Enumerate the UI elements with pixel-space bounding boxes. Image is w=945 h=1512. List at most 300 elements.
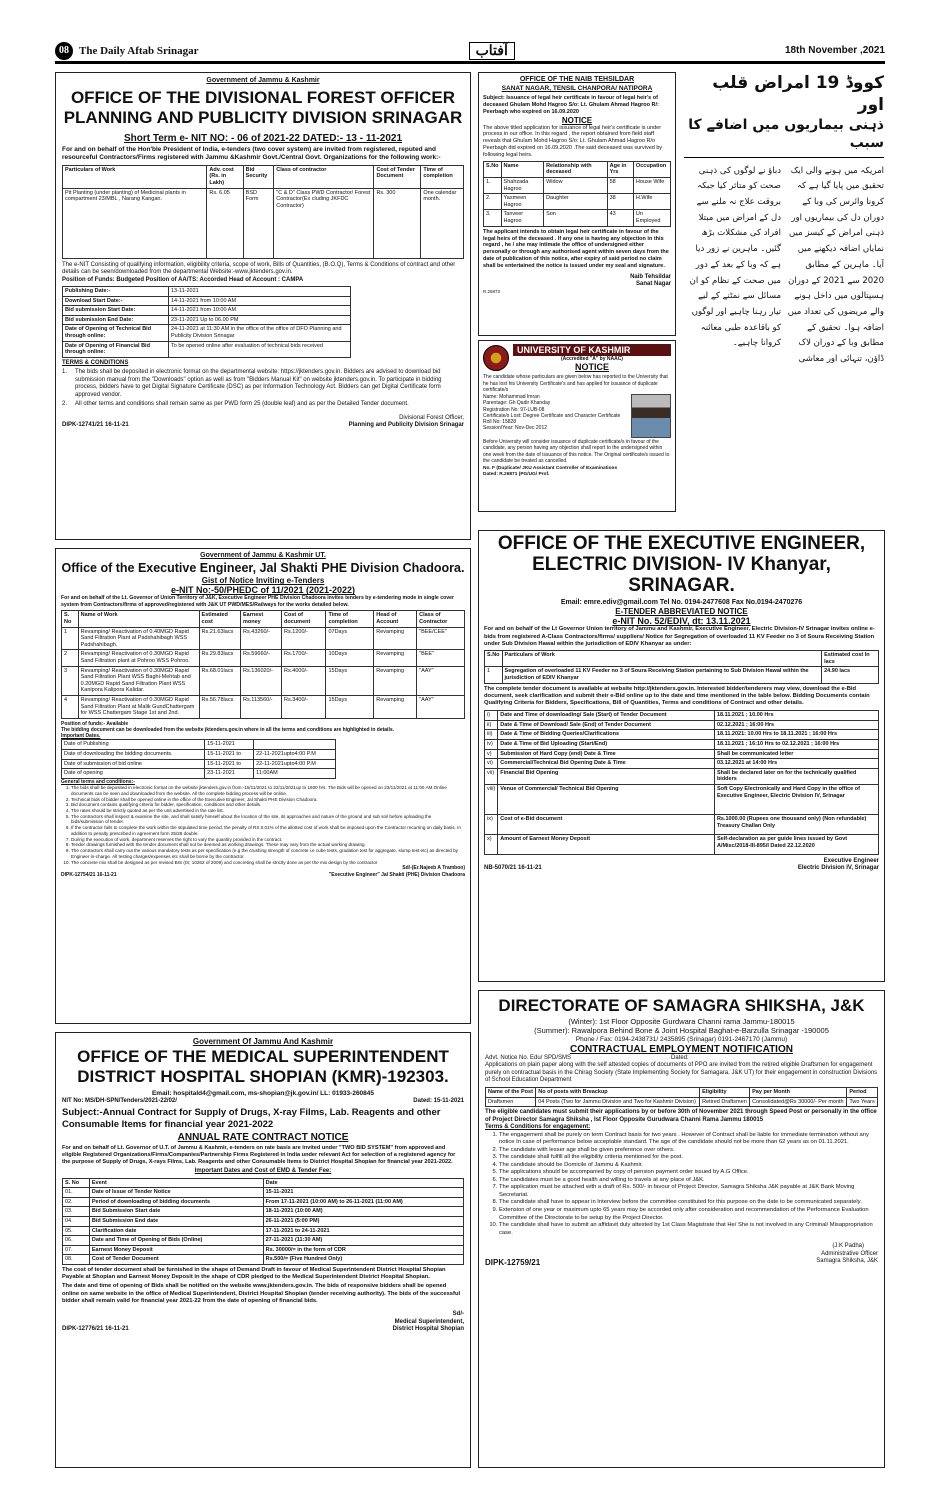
col-header: Bid Security xyxy=(243,165,274,188)
cell: H.Wife xyxy=(633,194,670,210)
cell: 24-11-2021 at 11:30 AM in the office of the office of DFO Planning and Publicity Division Srinagar xyxy=(169,325,351,341)
cell: Rs.29.83lacs xyxy=(199,650,240,666)
signatory-name: (J.K Padha) xyxy=(832,1243,864,1250)
list-item: 7. The application must be attached with a draft of Rs. 500/- in favour of Project Director, Samagra Shiksha J&K payable at J&K Bank Moving Secretariat. xyxy=(499,1184,878,1199)
office-subtitle: DISTRICT HOSPITAL SHOPIAN (KMR)-192303. xyxy=(77,1067,449,1087)
body-text: The above titled application for issuance of legal heir's certificate is under process in our office. In this regard , the report obtained from field staff reveals that Ghulam Mohd Hagroo S/o: Lt. Ghulam Ahmad Hagroo R/o Peerbagh did expired on 16.09.2020 .The said deceased was survived by following legal heirs. xyxy=(483,124,663,158)
cell: Cost of e-Bid document xyxy=(498,814,715,834)
nit-line: e-NIT No. 52/EDIV, dt: 13.11.2021 xyxy=(612,616,751,627)
signatory-office: Samagra Shiksha, J&K xyxy=(816,1258,878,1265)
cell: Revamping/ Reactivation of 0.30MGD Rapid Sand Filtration Plant WSS Baghi-Mehtab and 0.20MGD Rapid Sand Filtration Plant WSS Kanipora Kalipora Kalidar. xyxy=(78,666,199,695)
dated: Dated: 15-11-2021 xyxy=(413,1097,464,1104)
cell: iv) xyxy=(485,739,498,749)
university-name: UNIVERSITY OF KASHMIR xyxy=(513,344,671,356)
notice-heading: E-TENDER ABBREVIATED NOTICE xyxy=(615,607,748,617)
detail-line: Name: Mohammad Imran xyxy=(483,394,540,400)
cell: Rs.4000/- xyxy=(282,666,326,695)
govt-line: Government Of Jammu And Kashmir xyxy=(192,1037,334,1046)
cell: Draftsmen xyxy=(486,1097,536,1107)
cell: Tanveer Hagroo xyxy=(501,210,544,226)
cell: vii) xyxy=(485,768,498,784)
newspaper-header xyxy=(55,40,885,64)
cell: 15-11-2021 to xyxy=(205,759,254,769)
body-text: The candidate whose particulars are given below has reported to the University that he has lost his University Certificate's and has applied for issuance of duplicate certificate/s xyxy=(483,374,668,393)
govt-line: Government of Jammu & Kashmir xyxy=(206,77,320,84)
cell: Earnest Money Deposit xyxy=(89,1245,263,1255)
note: The bidding document can be downloaded from the website jktenders.gov.in where in all the terms and conditions are highlighted in details. xyxy=(61,726,395,733)
signature: Divisional Forest Officer, xyxy=(399,414,464,421)
cell: Son xyxy=(544,210,608,226)
dates-heading: Important Dates. xyxy=(61,733,101,740)
dipk-ref: DIPK-12754/21 16-11-21 xyxy=(61,871,117,878)
cell: 08. xyxy=(63,1255,90,1265)
paper-name: The Daily Aftab Srinagar xyxy=(79,44,199,57)
detail-line: Certificate/s Lost: Degree Certificate and Character Certificate xyxy=(483,412,621,419)
cell: To be opened online after evaluation of technical bids received xyxy=(169,341,351,357)
notice-subtitle: SANAT NAGAR, TENSIL CHANPORA/ NATIPORA xyxy=(501,84,653,92)
list-item: 10. The concrete mix shall be designed as per revised BIS (IS; 10262 of 2009) and concreting shall be strictly done as per the mix design by the contractor xyxy=(71,860,465,866)
cell: Download Start Date:- xyxy=(63,296,169,306)
works-table xyxy=(61,610,465,718)
cell: 06. xyxy=(63,1236,90,1246)
cell: Consolidated@Rs 30000/- Per month xyxy=(750,1097,847,1107)
term-text: All other terms and conditions shall remain same as per PWD form 25 (double leaf) and as per the Detailed Tender document. xyxy=(75,401,409,408)
cell: Date of Opening of Technical Bid through online: xyxy=(63,325,169,341)
list-item: 9. Extension of one year or maximum upto 65 years may be accorded only after consideration and recommendation of the Performance Evaluation Committee of the Directorate to be setup by the Project Director. xyxy=(499,1207,878,1222)
cell: 26-11-2021 (5:00 PM) xyxy=(263,1217,463,1227)
cell: 03.12.2021 at 14:00 Hrs xyxy=(714,759,878,769)
tehsildar-notice xyxy=(478,72,676,336)
cell: Rs. 300 xyxy=(374,188,421,258)
university-seal-icon xyxy=(483,345,509,371)
notice-title: OFFICE OF THE NAIB TEHSILDAR xyxy=(519,76,635,83)
signature: Sd/-(Er.Najeeb A Tramboo) xyxy=(402,865,465,872)
schedule-table xyxy=(484,710,879,855)
cell: "BEE" xyxy=(417,650,465,666)
dates-heading: Important Dates and Cost of EMD & Tender Fee: xyxy=(194,1168,332,1175)
cell: Period of downloading of bidding documents xyxy=(89,1197,263,1207)
enit-para: The e-NIT Consisting of qualifying information, eligibility criteria, scope of work, Bills of Quantities, (B.O.Q), Terms & Conditions of contract and other details can be seen/downloaded from the departmental Website:-www.jktenders.gov.in. xyxy=(62,261,456,276)
cell: Retired Draftsmen xyxy=(700,1097,750,1107)
cell: 03. xyxy=(63,1207,90,1217)
cell: Shall be communicated letter xyxy=(714,749,878,759)
cell: 1. xyxy=(484,178,502,194)
cell: One calendar month. xyxy=(421,188,464,258)
col-header: Earnest money xyxy=(241,611,282,627)
term-2: 2. All other terms and conditions shall remain same as per PWD form 25 (double leaf) and as per the Detailed Tender document. xyxy=(62,401,409,408)
cell: 02. xyxy=(63,1197,90,1207)
col-header: Class of Contractor xyxy=(417,611,465,627)
cell: Rs.1000.00 (Rupees one thousand only) (Non refundable) Treasury Challan Only xyxy=(714,814,878,834)
cell: ii) xyxy=(485,720,498,730)
cell: 2 xyxy=(62,650,79,666)
footer-line: Dated: R.26871 (PG/UG/ Prof. xyxy=(483,471,550,477)
list-item: 6. The candidates must be a good health and willing to travels at any place of J&K. xyxy=(499,1177,878,1185)
col-header: Time of completion xyxy=(421,165,464,188)
list-item: 2. The candidate with lesser age shall be given preference over others. xyxy=(499,1147,878,1155)
cell: 17-11-2021 to 24-11-2021 xyxy=(263,1226,463,1236)
cell: Revamping xyxy=(374,627,417,650)
cell: Rs.136020/- xyxy=(241,666,282,695)
body-text: The cost of tender document shall be furnished in the shape of Demand Draft in favour of Medical Superintendent District Hospital Shopian Payable at Shopian and Earnest Money Deposit in the shape of CDR pledged to the Medical Superintendent District Hospital Shopian. xyxy=(62,1266,446,1281)
cell: Rs.68.01lacs xyxy=(199,666,240,695)
cell: 1 xyxy=(62,627,79,650)
cell: Date and Time of downloading/ Sale (Start) of Tender Document xyxy=(498,711,715,721)
nit-line: e-NIT No:-50/PHEDC of 11/2021 (2021-2022) xyxy=(170,585,356,596)
signature: Naib Tehsildar xyxy=(630,273,671,280)
cell: 05. xyxy=(63,1226,90,1236)
urdu-article xyxy=(684,72,884,524)
col-header: Estimated cost xyxy=(199,611,240,627)
cell: 02.12.2021 ; 16:00 Hrs xyxy=(714,720,878,730)
cell: Date & Time of Bid Uploading (Start/End) xyxy=(498,739,715,749)
dipk-ref: DIPK-12759/21 xyxy=(485,1258,541,1268)
article-subheadline: ذہنی بیماریوں میں اضافے کا سبب xyxy=(684,116,884,157)
terms-heading: General terms and conditions:- xyxy=(61,778,135,785)
body-text: The eligible candidates must submit their applications by or before 30th of November 2021 through Speed Post or personally in the office of Project Director Samagra Shiksha , Ist Floor Opposite Gurudwara Channi Rama Jammu 180015 xyxy=(485,1109,877,1123)
col-header: No of posts with Breackup xyxy=(536,1087,700,1097)
col-header: Name xyxy=(501,161,544,177)
body-text: For and on behalf of Lt. Governor of U.T. of Jammu & Kashmir, e-tenders on rate basis are invited under "TWO BID SYSTEM" from approved and eligible Registered Organizations/Firms/Companies/Partnership Firms Registered in India under relevant Act for selection of a registered agency for the purpose of Supply of Drugs, X-rays Films, Lab. Reagents and other Consumable Items to District Hospital Shopian for financial year 2021-2022. xyxy=(62,1145,456,1166)
cell: ix) xyxy=(485,814,498,834)
summer-address: (Summer): Rawalpora Behind Bone & Joint Hospital Baghat-e-Barzulla Srinagar -190005 xyxy=(534,1026,829,1036)
nit-number: NIT No: MS/DH-SPN/Tenders/2021-22/02/ xyxy=(62,1097,177,1104)
terms-heading: Terms & Conditions for engagement: xyxy=(485,1124,591,1131)
cell: House Wife xyxy=(633,178,670,194)
cell: Rs.1200/- xyxy=(282,627,326,650)
cell: 4 xyxy=(62,695,79,718)
cell: Date of opening xyxy=(62,769,205,779)
cell: 2. xyxy=(484,194,502,210)
cell: 24.90 lacs xyxy=(822,667,879,683)
cell: Bid submission End Date: xyxy=(63,315,169,325)
electric-division-ad xyxy=(478,530,885,982)
signature: Executive Engineer xyxy=(823,857,879,864)
cell: Bid Submission Start date xyxy=(89,1207,263,1217)
body-text: Before University will consider issuance of duplicate certificate/s in favour of the candidate, any person having any objection shall report to the undersigned within one week from the date of issuance of this notice. The Original certificate/s issued to the candidate be treated as cancelled. xyxy=(483,439,670,464)
list-item: 8. The candidate shall have to appear in Interview before the committee constituted for this purpose on the date to be communicated separately. xyxy=(499,1199,878,1207)
list-item: 3. Bid document contains qualifying criteria for bidder, specification, conditions and other details. xyxy=(71,802,465,808)
office-title: DIRECTORATE OF SAMAGRA SHIKSHA, J&K xyxy=(498,996,865,1015)
cell: Rs.113560/- xyxy=(241,695,282,718)
cell: "C & D" Class PWD Contractor/ Forest Contractor(Ex cluding JKFDC Contractor) xyxy=(274,188,374,258)
col-header: Eligibility xyxy=(700,1087,750,1097)
list-item: 1. The engagement shall be purely on term Contract basis for two years . However of Contract shall be liable for immediate termination without any notice In case of performance below acceptable standard. The age of the candidate should not be more than 62 years as on 01.11.2021. xyxy=(499,1132,878,1147)
notice-heading: ANNUAL RATE CONTRACT NOTICE xyxy=(177,1132,349,1144)
cell: Submission of Hard Copy (end) Date & Time xyxy=(498,749,715,759)
dipk-ref: DIPK-12741/21 16-11-21 xyxy=(62,422,129,429)
signature-office: "Executive Engineer" Jal Shakti (PHE) Division Chadoora xyxy=(328,871,465,878)
terms-list xyxy=(485,1132,878,1237)
cell: Rs.21.63lacs xyxy=(199,627,240,650)
cell: BSD Form xyxy=(243,188,274,258)
posts-table xyxy=(485,1087,878,1107)
cell: 38 xyxy=(607,194,633,210)
work-table xyxy=(484,650,879,683)
col-header: Head of Account xyxy=(374,611,417,627)
cell: 13-11-2021 xyxy=(169,287,351,297)
list-item: 7. During the execution of work, department reserves the right to vary the quantity provided in the contract. xyxy=(71,837,465,843)
cell: 18.11.2021: 10.00 Hrs to 18.11.2021 ; 16:00 Hrs xyxy=(714,730,878,740)
cell: 15Days xyxy=(326,695,374,718)
accreditation: (Accredited "A" by NAAC) xyxy=(561,356,623,362)
list-item: 5. The contractors shall inspect & examine the site, and shall satisfy himself about the location of the site, its approaches and nature of the ground and sub soil before uploading the bids/submission of tender. xyxy=(71,814,465,825)
cell: "BEE/CEE" xyxy=(417,627,465,650)
signature-office: Electric Division IV, Srinagar xyxy=(797,865,879,872)
dates-table xyxy=(62,286,351,358)
cell: Amount of Earnest Money Deposit xyxy=(498,834,715,854)
cell: 23-11-2021 Up to 06.00 PM xyxy=(169,315,351,325)
cell: 43 xyxy=(607,210,633,226)
cell: Rs.500/= (Five Hundred Only) xyxy=(263,1255,463,1265)
cell: 04. xyxy=(63,1217,90,1227)
col-header: Occupation xyxy=(633,161,670,177)
cell: Self-declaration as per guide lines issued by Govt A/Misc/2018-III-895/I Dated 22.12.2020 xyxy=(714,834,878,854)
works-table xyxy=(62,165,464,259)
gist-heading: Gist of Notice Inviting e-Tenders xyxy=(201,576,325,586)
col-header: Cost of Tender Document xyxy=(374,165,421,188)
notice-heading: CONTRACTUAL EMPLOYMENT NOTIFICATION xyxy=(570,1043,793,1055)
list-item: 8. Tender drawings furnished with the tender document shall not be deemed as working drawings. These may vary from the actual working drawing. xyxy=(71,842,465,848)
col-header: Time of completion xyxy=(326,611,374,627)
cell: 18.11.2021 ; 16:10 Hrs to 02.12.2021 ; 16:00 Hrs xyxy=(714,739,878,749)
terms-heading: TERMS & CONDITIONS xyxy=(62,359,129,366)
list-item: 9. The contractors shall carry out the various mandatory tests as per specification (e.g the crushing strength of concrete i.e cube tests, gradation test for aggregate, slump test etc) as directed by Engineer in-charge. All testing charges/expenses etc shall be borne by the contractor. xyxy=(71,848,465,859)
cell: 14-11-2021 from 10:00 AM xyxy=(169,296,351,306)
cell: Revamping/ Reactivation of 0.30MGD Rapid Sand Filtration plant at Pohroo WSS Pohroo. xyxy=(78,650,199,666)
cell: 15Days xyxy=(326,666,374,695)
cell: Rs.56.78lacs xyxy=(199,695,240,718)
office-title: OFFICE OF THE EXECUTIVE ENGINEER, xyxy=(497,533,866,554)
cell: 15-11-2021 xyxy=(205,740,254,750)
col-header: Class of contractor xyxy=(274,165,374,188)
forest-title: OFFICE OF THE DIVISIONAL FOREST OFFICER xyxy=(70,87,456,107)
col-header: Period xyxy=(847,1087,878,1097)
signature: Sd/- xyxy=(452,1311,464,1318)
terms-list xyxy=(61,785,465,865)
cell: 22-11-2021upto4:00 P.M xyxy=(254,750,336,760)
contact-line: Email: emre.ediv@gmail.com Tel No. 0194-2477608 Fax No.0194-2470276 xyxy=(560,598,803,606)
signature-place: Sanat Nagar xyxy=(635,281,671,288)
contact-line: Email: hospitald4@gmail.com, ms-shopian@jk.gov.in/ LL: 01933-260845 xyxy=(151,1089,375,1097)
cell: 04 Posts (Two for Jammu Division and Two for Kashmir Division) xyxy=(536,1097,700,1107)
dates-table xyxy=(61,739,336,778)
samagra-shiksha-ad xyxy=(478,990,885,1468)
advt-number: Advt. Notice No. Edu/ SPD/SMS xyxy=(485,1054,572,1061)
col-header: Particulars of Work xyxy=(502,651,822,667)
body-text: Applications on plain paper along with the self attested copies of documents of PPO are invited from the retired eligible Draftsmen for engagement purely on contractual basis in the Chirag Society (State Implementing Society for Samagara, J&K UT) for their engagement in construction Divisions of School Education Department xyxy=(485,1062,878,1084)
cell: iii) xyxy=(485,730,498,740)
cell: Widow xyxy=(544,178,608,194)
cell: 1 xyxy=(485,667,503,683)
cell: 07Days xyxy=(326,627,374,650)
article-headline: کووڈ 19 امراض قلب اور xyxy=(712,73,884,116)
body-text: The date and time of opening of Bids shall be notified on the website www.jktenders.gov.in. The bids of responsive bidders shall be opened online on same website in the office of Medical Superintendent, District Hospital Shopian (tender receiving authority). The bids of the successful bidder shall remain valid for financial year 2021-22 from the date of opening of financial bids. xyxy=(62,1283,461,1304)
cell: Yasmeen Hagroo xyxy=(501,194,544,210)
cell: Commercial/Technical Bid Opening Date & Time xyxy=(498,759,715,769)
cell: Soft Copy Electronically and Hard Copy in the office of Executive Engineer, Electric Division IV, Srinagar xyxy=(714,784,878,814)
cell: Rs. 30000/= in the form of CDR xyxy=(263,1245,463,1255)
contact-line: Phone / Fax: 0194-2438731/ 2435895 (Srinagar) 0191-2467170 (Jammu) xyxy=(575,1035,788,1043)
cell: Rs.59660/- xyxy=(241,650,282,666)
issue-date: 18th November ,2021 xyxy=(784,45,885,56)
col-header: Name of Work xyxy=(78,611,199,627)
notice-heading: NOTICE xyxy=(574,362,609,373)
list-item: 4. The rates should be strictly quoted as per the unit advertised in the rate list. xyxy=(71,808,465,814)
signature-office: Planning and Publicity Division Srinagar xyxy=(348,422,464,429)
signature-office: District Hospital Shopian xyxy=(392,1326,464,1333)
list-item: 2. Technical bids of bidder shall be opened online in the office of the Executive Engineer, Jal Shakti PHE Division Chadoora. xyxy=(71,797,465,803)
cell: Bid submission Start Date: xyxy=(63,306,169,316)
dated: Dated: xyxy=(671,1054,689,1061)
cell: 11:00AM xyxy=(254,769,336,779)
cell: i) xyxy=(485,711,498,721)
notice-heading: NOTICE xyxy=(561,115,593,125)
nit-line: Short Term e- NIT NO: - 06 of 2021-22 DATED:- 13 - 11-2021 xyxy=(123,132,403,144)
cell: Revamping xyxy=(374,650,417,666)
cell: Date of Opening of Financial Bid through online: xyxy=(63,341,169,357)
cell: Revamping xyxy=(374,666,417,695)
cell: 3. xyxy=(484,210,502,226)
cell: Rs.1700/- xyxy=(282,650,326,666)
subject: Subject: Issuance of legal heir certificate in favour of legal heir's of deceased Ghulam Mohd Hagroo S/o: Lt. Ghulam Ahmad Hagroo R/: Peerbagh who expired on 16.09.2020 xyxy=(483,94,659,115)
body-text: The complete tender document is available at website http://jktenders.gov.in. Interested bidder/tenderers may view, download the e-Bid document, seek clarification and submit their e-Bid online up to the date and time mentioned in the table below. Bidding Documents contain Qualifying Criteria for Bidders, Specifications, Bill of Quantities, Terms and conditions of Contract and other details. xyxy=(484,685,870,706)
cell: "AAY" xyxy=(417,666,465,695)
cell: 15-11-2021 xyxy=(263,1188,463,1198)
intro: For and on behalf of the Lt Governor Union territory of Jammu and Kashmir, Executive Engineer, Electric Division-IV Srinagar invites online e-bids from registered A-Class Contractors/firms/ suppliers/ Notice for Segregation of overloaded 11 KV Feeder no 3 of Soura Receiving Station under Sub Division Hawal within the jurisdiction of EDIV Khanyar as under: xyxy=(484,626,875,647)
cell: 07. xyxy=(63,1245,90,1255)
col-header: Adv. cost (Rs. in Lakh) xyxy=(207,165,243,188)
cell: 01. xyxy=(63,1188,90,1198)
cell: 10Days xyxy=(326,650,374,666)
cell: Daughter xyxy=(544,194,608,210)
term-text: The bids shall be deposited in electronic format on the departmental website: https://jktenders.gov.in. Bidders are advised to download bid submission manual from the "Downloads" option as well as from "Bidders Manual Kit" on website jktenders.gov.in. To participate in bidding process, bidders have to get Digital Signature Certificate (DSC) as per Information Technology Act. Bidders can get Digital Certificate form approved vendor. xyxy=(75,369,442,398)
detail-line: Roll No: 15828 xyxy=(483,419,517,425)
cell: From 17-11-2021 (10:00 AM) to 26-11-2021 (11:00 AM) xyxy=(263,1197,463,1207)
list-item: 5. The applications should be accompanied by copy of pension payment order issued by A.G Office. xyxy=(499,1169,878,1177)
col-header: Age in Yrs xyxy=(607,161,633,177)
cell: 3 xyxy=(62,666,79,695)
subject: Subject:-Annual Contract for Supply of Drugs, X-ray Films, Lab. Reagents and other Consumable Items for financial year 2021-2022 xyxy=(62,1107,441,1130)
forest-subtitle: PLANNING AND PUBLICITY DIVISION SRINAGAR xyxy=(63,108,463,128)
cell: 23-11-2021 xyxy=(205,769,254,779)
govt-line: Government of Jammu & Kashmir UT. xyxy=(200,552,326,559)
term-1: 1. The bids shall be deposited in electronic format on the departmental website: https://jktenders.gov.in. Bidders are advised to download bid submission manual from the "Downloads" option as well as from "Bidders Manual Kit" on website jktenders.gov.in. To participate in bidding process, bidders have to get Digital Signature Certificate (DSC) as per Information Technology Act. Bidders can get Digital Certificate form approved vendor. xyxy=(62,369,464,399)
office-title: Office of the Executive Engineer, Jal Shakti PHE Division Chadoora. xyxy=(61,560,465,575)
dipk-ref: NB-5070/21 16-11-21 xyxy=(484,865,542,872)
cell: 27-11-2021 (11:30 AM) xyxy=(263,1236,463,1246)
col-header: Name of the Post xyxy=(486,1087,536,1097)
intro: For and on behalf of the Lt. Governor of Union Territory of J&K, Executive Engineer PHE Division Chadoora invites tenders by e-tendering mode in single cover system from Contractors/firms of approved/registered with J&K UT PWD/MES/Railways for the works detailed below. xyxy=(61,595,455,608)
col-header: Relationship with deceased xyxy=(544,161,608,177)
forest-office-ad xyxy=(55,72,471,540)
cell: Revamping/ Reactivation of 0.40MGD Rapid Sand Filtration Plant at Padshahibagh WSS Padshahibagh. xyxy=(78,627,199,650)
cell: Cost of Tender Document xyxy=(89,1255,263,1265)
col-header: Event xyxy=(89,1178,263,1188)
cell: Date of downloading the bidding documents. xyxy=(62,750,205,760)
candidate-photo xyxy=(631,394,671,438)
medical-superintendent-ad xyxy=(55,1032,471,1468)
cell: Rs.3400/- xyxy=(282,695,326,718)
col-header: Date xyxy=(263,1178,463,1188)
winter-address: (Winter): 1st Floor Opposite Gurdwara Channi rama Jammu-180015 xyxy=(568,1017,795,1027)
detail-line: Registration No: 97-LUB-08 xyxy=(483,406,545,413)
cell: Revamping/ Reactivation of 0.30MGD Rapid Sand Filtration Plant at Malik GundChattergam for WSS Chattergam Stage 1st and 2nd. xyxy=(78,695,199,718)
cell: 18-11-2021 (10:00 AM) xyxy=(263,1207,463,1217)
list-item: 1. The bids shall be deposited in electronic format on the website jktenders.gov.in from:-15/11/2021 to 22/11/2021up to 1600 hrs. The Bids will be opened on 23/11/2021 at 11:00 AM.Online documents can be seen and downloaded from the website. All the complete bidding process will be online. xyxy=(71,785,465,796)
list-item: 3. The candidate shall fulfill all the eligibility criteria mentioned for the post. xyxy=(499,1154,878,1162)
cell: 22-11-2021upto4:00 P.M xyxy=(254,759,336,769)
cell: Date & Time of Download/ Sale (End) of Tender Document xyxy=(498,720,715,730)
col-header: S. No xyxy=(63,1178,90,1188)
cell: Date of Publishing xyxy=(62,740,205,750)
col-header: S. No xyxy=(62,611,79,627)
cell: x) xyxy=(485,834,498,854)
cell: Segregation of overloaded 11 KV Feeder no 3 of Soura Receiving Station pertaining to Sub Division Hawal within the jurisdiction of EDIV Khanyar xyxy=(502,667,822,683)
jalshakti-ad xyxy=(55,548,471,1024)
article-body: امریکہ میں ہونے والی ایک تحقیق میں پایا گیا ہے کہ کرونا وائرس کی وبا کے دوران دل کی بیماریوں اور ذہنی امراض کے کیسز میں نمایاں اضافہ دیکھنے میں آیا۔ ماہرین کے مطابق 2020 سے 2021 کے دوران ہسپتالوں میں داخل ہونے والے مریضوں کی تعداد میں اضافہ ہوا۔ تحقیق کے مطابق وبا کے دوران لاک ڈاؤن، تنہائی اور معاشی دباؤ نے لوگوں کی ذہنی صحت کو متاثر کیا جبکہ بروقت علاج نہ ملنے سے دل کے امراض میں مبتلا افراد کی مشکلات بڑھ گئیں۔ ماہرین نے زور دیا ہے کہ وبا کے بعد کے دور میں صحت کے نظام کو ان مسائل سے نمٹنے کے لیے تیار رہنا چاہیے اور لوگوں کو باقاعدہ طبی معائنہ کروانا چاہیے۔ xyxy=(689,165,884,365)
office-subtitle: ELECTRIC DIVISION- IV Khanyar, SRINAGAR. xyxy=(532,553,831,596)
cell: Two Years xyxy=(847,1097,878,1107)
body-text: The applicant intends to obtain legal heir certificate in favour of the legal heirs of the deceased . If any one is having any objection in this regard , he / she may intimate the office of undersigned either personally or through any authorised agent within seven days from the date of publication of this notice, after expiry of said period no claim shall be entertained the notice is issued under my seal and signature. xyxy=(483,228,669,269)
cell: Date of submission of bid online xyxy=(62,759,205,769)
cell xyxy=(254,740,336,750)
cell: "AAY" xyxy=(417,695,465,718)
footer-line: No. F (Duplicate/ JKU Assistant Controller of Examinations xyxy=(483,466,618,471)
intro: For and on behalf of the Hon'ble President of India, e-tenders (two cover system) are invited from registered, reputed and resourceful Contractors/Firms registered with Jammu &Kashmir Govt./Central Govt. Organizations for the following work:- xyxy=(62,145,441,161)
cell: Un Employed xyxy=(633,210,670,226)
paper-logo: آفتاب xyxy=(469,42,515,60)
cell: Rs.43260/- xyxy=(241,627,282,650)
page-number: 08 xyxy=(55,42,73,60)
cell: 14-11-2021 from 10:00 AM xyxy=(169,306,351,316)
cell: Date of Issue of Tender Notice xyxy=(89,1188,263,1198)
cell: Rs. 6.05 xyxy=(207,188,243,258)
detail-line: Parentage: Gh Qadir Khanday xyxy=(483,400,551,407)
cell: Clarification date xyxy=(89,1226,263,1236)
cell: Date and Time of Opening of Bids (Online) xyxy=(89,1236,263,1246)
cell: Shahzada Hagroo xyxy=(501,178,544,194)
list-item: 4. The candidate should be Domicile of Jammu & Kashmir. xyxy=(499,1162,878,1170)
cell: Pit Planting (under planting) of Medicinal plants in compartment 23/MBL , Narang Kangan. xyxy=(63,188,207,258)
cell: Date & Time of Bidding Queries/Clarifications xyxy=(498,730,715,740)
cell: Revamping xyxy=(374,695,417,718)
cell: 18.11.2021 ; 10.00 Hrs xyxy=(714,711,878,721)
heirs-table xyxy=(483,161,671,227)
list-item: 6. If the contractor fails to complete the work within the stipulated time period, the penalty of RS.0.01% of the allotted cost of work shall be imposed upon the Contractor recurring on daily basis. In addition to penalty prescribed in agreement form 25/26 double. xyxy=(71,825,465,836)
col-header: S.No xyxy=(484,161,502,177)
cell: Financial Bid Opening xyxy=(498,768,715,784)
list-item: 10. The candidate shall have to submit an affidavit duly attested by 1st Class Magistrate that He/ She is not involved in any Criminal/ Misappropriation case. xyxy=(499,1222,878,1237)
cell: 58 xyxy=(607,178,633,194)
cell: Publishing Date:- xyxy=(63,287,169,297)
cell: Venue of Commercial/ Technical Bid Opening xyxy=(498,784,715,814)
funds-line: Position of Funds: Budgeted Position of AA/TS: Accorded Head of Account : CAMPA xyxy=(62,276,304,283)
col-header: Pay per Month xyxy=(750,1087,847,1097)
funds-line: Position of funds:- Available xyxy=(61,720,129,727)
col-header: Particulars of Work xyxy=(63,165,207,188)
cell: viii) xyxy=(485,784,498,814)
cell: 15-11-2021 to xyxy=(205,750,254,760)
ref-number: R.26873 xyxy=(483,288,501,294)
dipk-ref: DIPK-12776/21 16-11-21 xyxy=(62,1326,129,1333)
detail-line: Session/Year: Nov-Dec 2012 xyxy=(483,425,548,432)
col-header: Estimated cost In lacs xyxy=(822,651,879,667)
dates-table xyxy=(62,1178,464,1265)
col-header: S.No xyxy=(485,651,503,667)
university-notice xyxy=(478,340,676,512)
cell: Shall be declared later on for the technically qualified bidders xyxy=(714,768,878,784)
